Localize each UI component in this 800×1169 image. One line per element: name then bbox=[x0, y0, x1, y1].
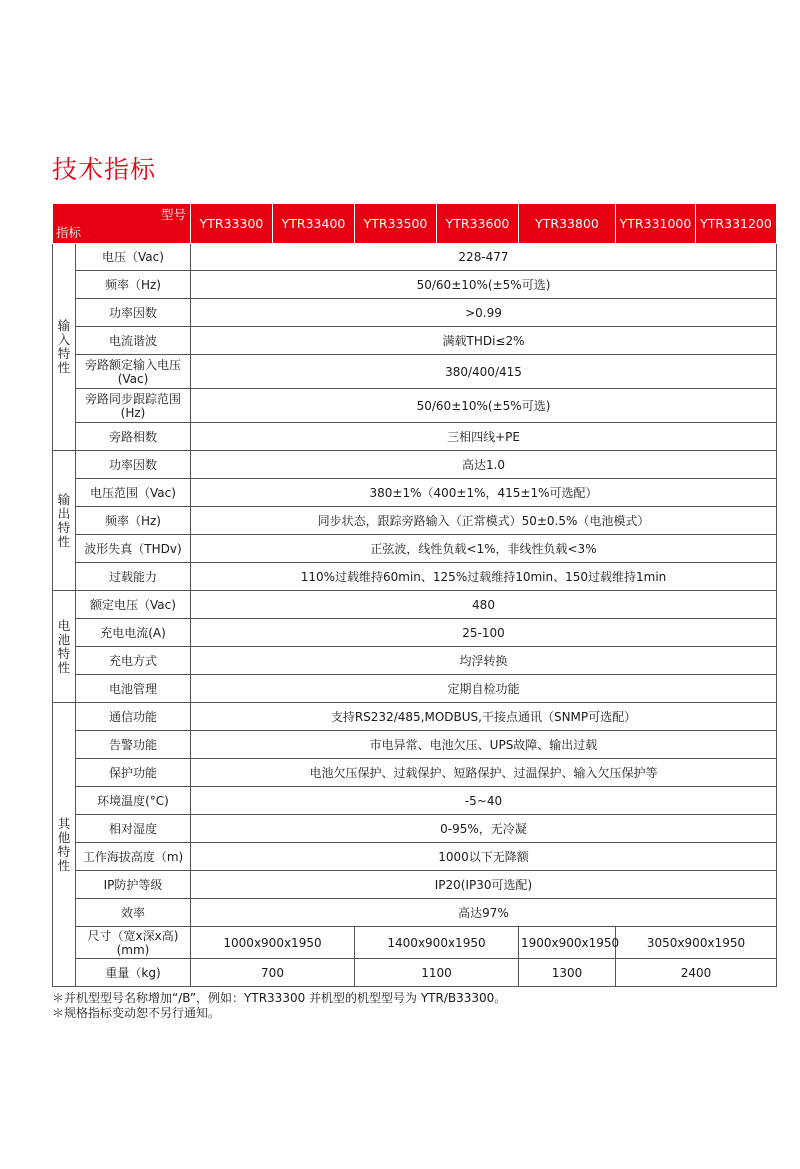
table-row bbox=[53, 647, 777, 675]
row-label: 额定电压（Vac) bbox=[76, 591, 191, 619]
row-value: 0-95%，无冷凝 bbox=[191, 815, 777, 843]
row-value: 高达1.0 bbox=[191, 451, 777, 479]
table-row bbox=[53, 843, 777, 871]
row-value: 均浮转换 bbox=[191, 647, 777, 675]
model-header: YTR33600 bbox=[437, 204, 519, 244]
row-value: 110%过载维持60min、125%过载维持10min、150过载维持1min bbox=[191, 563, 777, 591]
table-row bbox=[53, 759, 777, 787]
row-label: 功率因数 bbox=[76, 451, 191, 479]
page-title: 技术指标 bbox=[52, 155, 157, 184]
row-value: 正弦波，线性负载<1%，非线性负载<3% bbox=[191, 535, 777, 563]
table-row bbox=[53, 591, 777, 619]
table-row bbox=[53, 479, 777, 507]
size-value: 1400x900x1950 bbox=[355, 927, 519, 959]
table-row bbox=[53, 619, 777, 647]
row-label: 旁路相数 bbox=[76, 423, 191, 451]
table-row-weight bbox=[53, 959, 777, 987]
row-label: 过载能力 bbox=[76, 563, 191, 591]
row-value: 同步状态，跟踪旁路输入（正常模式）50±0.5%（电池模式） bbox=[191, 507, 777, 535]
corner-model-label: 型号 bbox=[160, 207, 186, 222]
table-row bbox=[53, 327, 777, 355]
row-label: 电压范围（Vac) bbox=[76, 479, 191, 507]
size-value: 3050x900x1950 bbox=[616, 927, 777, 959]
row-label: 电流谐波 bbox=[76, 327, 191, 355]
group-label-battery: 电池特性 bbox=[53, 591, 76, 703]
size-value: 1900x900x1950 bbox=[519, 927, 616, 959]
table-row bbox=[53, 535, 777, 563]
row-value: 228-477 bbox=[191, 244, 777, 271]
row-label: 工作海拔高度（m) bbox=[76, 843, 191, 871]
model-header: YTR331200 bbox=[696, 204, 777, 244]
model-header: YTR331000 bbox=[616, 204, 696, 244]
row-label: 重量（kg) bbox=[76, 959, 191, 987]
row-label: 保护功能 bbox=[76, 759, 191, 787]
spec-table bbox=[52, 203, 777, 987]
group-label-output: 输出特性 bbox=[53, 451, 76, 591]
weight-value: 1300 bbox=[519, 959, 616, 987]
row-label: 相对湿度 bbox=[76, 815, 191, 843]
model-header: YTR33500 bbox=[355, 204, 437, 244]
table-row bbox=[53, 731, 777, 759]
table-row bbox=[53, 871, 777, 899]
table-row bbox=[53, 703, 777, 731]
corner-cell bbox=[53, 204, 191, 244]
row-value: 高达97% bbox=[191, 899, 777, 927]
row-value: 定期自检功能 bbox=[191, 675, 777, 703]
row-label: 尺寸（宽x深x高)(mm) bbox=[76, 927, 191, 959]
row-value: 支持RS232/485,MODBUS,干接点通讯（SNMP可选配） bbox=[191, 703, 777, 731]
table-row bbox=[53, 675, 777, 703]
row-value: 市电异常、电池欠压、UPS故障、输出过载 bbox=[191, 731, 777, 759]
table-row bbox=[53, 389, 777, 423]
table-row bbox=[53, 787, 777, 815]
table-row bbox=[53, 563, 777, 591]
row-value: 480 bbox=[191, 591, 777, 619]
table-row bbox=[53, 815, 777, 843]
table-row bbox=[53, 899, 777, 927]
table-row bbox=[53, 271, 777, 299]
table-row bbox=[53, 507, 777, 535]
row-label: 频率（Hz) bbox=[76, 507, 191, 535]
row-label: 电压（Vac) bbox=[76, 244, 191, 271]
model-header: YTR33300 bbox=[191, 204, 273, 244]
row-value: 380±1%（400±1%，415±1%可选配） bbox=[191, 479, 777, 507]
row-label: 旁路同步跟踪范围(Hz) bbox=[76, 389, 191, 423]
row-label: 告警功能 bbox=[76, 731, 191, 759]
row-label: 充电方式 bbox=[76, 647, 191, 675]
corner-spec-label: 指标 bbox=[56, 225, 82, 240]
weight-value: 1100 bbox=[355, 959, 519, 987]
row-value: -5~40 bbox=[191, 787, 777, 815]
footnote: ＊规格指标变动恕不另行通知。 bbox=[52, 1006, 221, 1020]
table-row bbox=[53, 451, 777, 479]
row-value: 1000以下无降额 bbox=[191, 843, 777, 871]
row-value: 三相四线+PE bbox=[191, 423, 777, 451]
row-label: 功率因数 bbox=[76, 299, 191, 327]
size-value: 1000x900x1950 bbox=[191, 927, 355, 959]
weight-value: 2400 bbox=[616, 959, 777, 987]
row-value: 50/60±10%(±5%可选) bbox=[191, 389, 777, 423]
row-label: 环境温度(°C) bbox=[76, 787, 191, 815]
footnotes bbox=[52, 991, 506, 1021]
row-label: 电池管理 bbox=[76, 675, 191, 703]
row-value: 满载THDi≤2% bbox=[191, 327, 777, 355]
row-value: 25-100 bbox=[191, 619, 777, 647]
row-label: IP防护等级 bbox=[76, 871, 191, 899]
row-value: >0.99 bbox=[191, 299, 777, 327]
row-label: 效率 bbox=[76, 899, 191, 927]
table-row bbox=[53, 299, 777, 327]
row-label: 充电电流(A) bbox=[76, 619, 191, 647]
footnote: ＊并机型型号名称增加“/B”，例如：YTR33300 并机型的机型型号为 YTR/B33300。 bbox=[52, 991, 507, 1005]
table-row bbox=[53, 244, 777, 271]
table-header-row bbox=[53, 204, 777, 244]
row-label: 波形失真（THDv) bbox=[76, 535, 191, 563]
row-value: 电池欠压保护、过载保护、短路保护、过温保护、输入欠压保护等 bbox=[191, 759, 777, 787]
table-row-size bbox=[53, 927, 777, 959]
row-label: 通信功能 bbox=[76, 703, 191, 731]
table-row bbox=[53, 423, 777, 451]
weight-value: 700 bbox=[191, 959, 355, 987]
row-value: 380/400/415 bbox=[191, 355, 777, 389]
group-label-other: 其他特性 bbox=[53, 703, 76, 987]
row-value: IP20(IP30可选配) bbox=[191, 871, 777, 899]
row-label: 旁路额定输入电压(Vac) bbox=[76, 355, 191, 389]
row-label: 频率（Hz) bbox=[76, 271, 191, 299]
row-value: 50/60±10%(±5%可选) bbox=[191, 271, 777, 299]
model-header: YTR33800 bbox=[519, 204, 616, 244]
model-header: YTR33400 bbox=[273, 204, 355, 244]
table-row bbox=[53, 355, 777, 389]
group-label-input: 输入特性 bbox=[53, 244, 76, 451]
